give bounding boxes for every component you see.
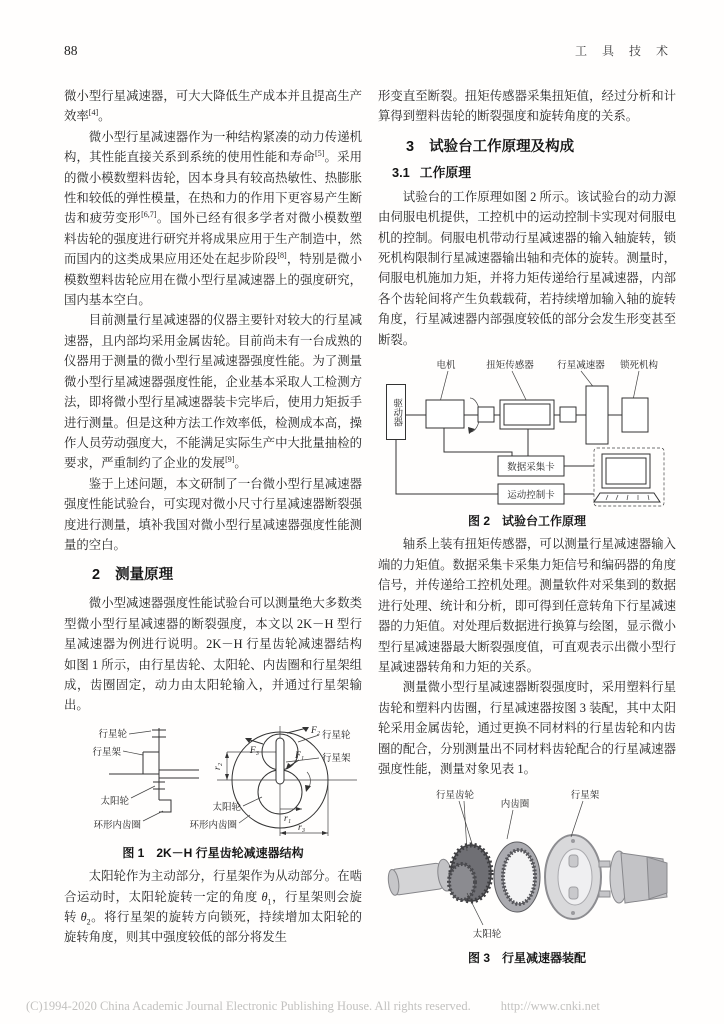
fig3-carrier-ring xyxy=(545,835,610,919)
figure-2-title: 试验台工作原理 xyxy=(502,514,587,529)
section-number: 3.1 xyxy=(392,164,410,180)
figure-1-diagram xyxy=(65,722,361,840)
fig3-assembly xyxy=(386,789,667,940)
fig1-kinematic-sketch xyxy=(92,728,199,831)
fig3-label-internal-ring: 内齿圈 xyxy=(500,800,530,811)
fig1-label-sun-right: 太阳轮 xyxy=(212,802,241,813)
two-column-body xyxy=(64,86,676,972)
paragraph: 试验台的工作原理如图 2 所示。该试验台的动力源由伺服电机提供，工控机中的运动控制卡实现对伺服电机的控制。伺服电机带动行星减速器的输入轴旋转，锁死机构限制行星减速器输出轴和壳体的旋转。测量时，伺服电机施加力矩，并将力矩传递给行星减速器，内部各个齿轮间将产生负载载荷，若持续增加输入轴的旋转角度，行星减速器内部强度较低的部分会发生形变甚至断裂。 xyxy=(378,189,676,347)
fig1-label-sun-left: 太阳轮 xyxy=(100,796,129,807)
figure-3 xyxy=(378,785,676,968)
figure-3-title: 行星减速器装配 xyxy=(502,951,587,966)
fig1-circle-diagram xyxy=(189,726,357,836)
fig1-label-planet-wheel-left: 行星轮 xyxy=(98,729,127,740)
paragraph: 太阳轮作为主动部分，行星架作为从动部分。在啮合运动时，太阳轮旋转一定的角度 $\theta_1$，行星架则会旋转 $\theta_2$。将行星架的旋转方向锁死，持续增加太阳轮的旋转角度，则其中强度较低的部分将发生 xyxy=(64,869,363,945)
copyright-text: (C)1994-2020 China Academic Journal Electronic Publishing House. All rights reserved. xyxy=(26,999,471,1013)
fig1-label-f2: F₂ xyxy=(311,725,321,736)
figure-3-caption xyxy=(378,948,676,968)
fig3-input-shaft xyxy=(386,859,454,900)
fig2-computer-icon xyxy=(594,448,664,506)
fig3-label-carrier: 行星架 xyxy=(570,791,600,802)
fig1-label-carrier-left: 行星架 xyxy=(92,747,121,758)
fig2-label-planetary-reducer: 行星减速器 xyxy=(557,361,605,372)
figure-1-number: 图 1 xyxy=(122,845,145,860)
fig2-label-daq-card: 数据采集卡 xyxy=(507,463,555,474)
journal-name: 工 具 技 术 xyxy=(574,44,674,58)
fig3-gear-cluster xyxy=(449,845,491,901)
section-heading-3-1 xyxy=(392,165,676,181)
section-title: 试验台工作原理及构成 xyxy=(429,138,575,155)
fig3-label-sun-gear: 太阳轮 xyxy=(472,930,502,941)
fig3-label-planet-gear: 行星齿轮 xyxy=(435,791,475,802)
right-column xyxy=(378,86,676,972)
fig1-label-r3: r₃ xyxy=(298,822,305,833)
figure-2 xyxy=(378,356,676,531)
figure-1-caption xyxy=(64,843,362,863)
fig2-label-motion-card: 运动控制卡 xyxy=(507,491,555,502)
paragraph: 测量微小型行星减速器断裂强度时，采用塑料行星齿轮和塑料内齿圈，行星减速器按图 3 装配，其中太阳轮采用金属齿轮，通过更换不同材料的行星齿轮和内齿圈的配合，分别测量出不同材料齿轮配合的行星减速器强度性能，测量对象见表 1。 xyxy=(378,680,676,776)
paragraph: 目前测量行星减速器的仪器主要针对较大的行星减速器，且内部均采用金属齿轮。目前尚未有一台成熟的仪器用于测量的微小型行星减速器强度性能。为了测量微小型行星减速器强度性能，企业基本采取人工检测方法，即将微小型行星减速器装卡完毕后，使用力矩扳手进行测量。但是这种方法工作效率低，检测成本高，操作人员劳动强度大，不能满足实际生产中大批量抽检的要求，严重制约了企业的发展[9]。 xyxy=(64,313,362,471)
page-footer xyxy=(26,999,704,1014)
section-title: 工作原理 xyxy=(419,164,471,180)
paragraph: 微小型减速器强度性能试验台可以测量绝大多数类型微小型行星减速器的断裂强度，本文以 2K－H 型行星减速器为例进行说明。2K－H 行星齿轮减速器结构如图 1 所示，由行星齿轮、太阳轮、内齿圈和行星架组成，齿圈固定，动力由太阳轮输入，并通过行星架输出。 xyxy=(64,596,362,713)
paragraph: 形变直至断裂。扭矩传感器采集扭矩值，经过分析和计算得到塑料齿轮的断裂强度和旋转角度的关系。 xyxy=(378,89,676,124)
paragraph: 微小型行星减速器，可大大降低生产成本并且提高生产效率[4]。 xyxy=(64,89,362,124)
fig1-label-ring-left: 环形内齿圈 xyxy=(93,820,141,831)
figure-3-number: 图 3 xyxy=(467,951,490,966)
page-number: 88 xyxy=(64,43,78,58)
page-header xyxy=(64,42,674,59)
fig2-label-driver: 驱动器 xyxy=(386,384,406,440)
fig2-label-motor: 电机 xyxy=(436,361,456,372)
left-column xyxy=(64,86,362,972)
figure-2-diagram xyxy=(382,356,672,508)
paragraph: 轴系上装有扭矩传感器，可以测量行星减速器输入端的力矩值。数据采集卡采集力矩信号和编码器的角度信号，并传递给工控机处理。测量软件对采集到的数据进行处理、统计和分析，即可得到任意转角下行星减速器的力矩值。对处理后数据进行换算与绘图，显示微小型行星减速器最大断裂强度值，可直观表示出微小型行星减速器转角和力矩的关系。 xyxy=(378,537,676,674)
figure-2-caption xyxy=(378,511,676,531)
section-heading-3 xyxy=(406,138,676,156)
section-number: 3 xyxy=(406,138,415,155)
section-heading-2 xyxy=(92,566,362,584)
figure-3-exploded-view xyxy=(379,785,675,945)
section-number: 2 xyxy=(92,567,101,584)
figure-2-number: 图 2 xyxy=(467,514,490,529)
paragraph: 微小型行星减速器作为一种结构紧凑的动力传递机构，其性能直接关系到系统的使用性能和寿命[5]。采用的微小模数塑料齿轮，因本身具有较高热敏性、热膨胀性和较低的弹性模量，在热和力的作用下更容易产生断齿和疲劳变形[6,7]。国外已经有很多学者对微小模数塑料齿轮的强度进行研究并将成果应用于生产制造中，然而国内的这类成果应用还处在起步阶段[8]，特别是微小模数塑料齿轮应用在微小型行星减速器上的强度研究，国内基本空白。 xyxy=(64,129,363,308)
footer-url: http://www.cnki.net xyxy=(500,999,600,1013)
figure-1-title: 2K－H 行星齿轮减速器结构 xyxy=(156,845,304,860)
section-title: 测量原理 xyxy=(115,567,174,584)
fig1-label-r1: r₁ xyxy=(284,813,291,824)
figure-1 xyxy=(64,722,362,863)
fig1-label-ring-right: 环形内齿圈 xyxy=(189,820,237,831)
fig2-block-diagram xyxy=(396,359,664,506)
fig1-label-r2: r₂ xyxy=(213,762,223,770)
fig1-label-carrier-right: 行星架 xyxy=(322,753,351,764)
fig1-label-f3: F₃ xyxy=(249,745,259,756)
fig3-ring-gear xyxy=(494,842,540,912)
fig2-label-torque-sensor: 扭矩传感器 xyxy=(486,361,534,372)
fig3-output-shaft xyxy=(610,851,667,903)
paragraph: 鉴于上述问题，本文研制了一台微小型行星减速器强度性能试验台，可实现对微小尺寸行星减速器断裂强度进行测量，填补我国对微小型行星减速器强度性能测量的空白。 xyxy=(64,476,362,552)
fig1-label-f1: F₁ xyxy=(295,750,305,761)
fig2-label-lock-mechanism: 锁死机构 xyxy=(619,361,659,372)
fig1-label-planet-wheel-right: 行星轮 xyxy=(322,730,351,741)
